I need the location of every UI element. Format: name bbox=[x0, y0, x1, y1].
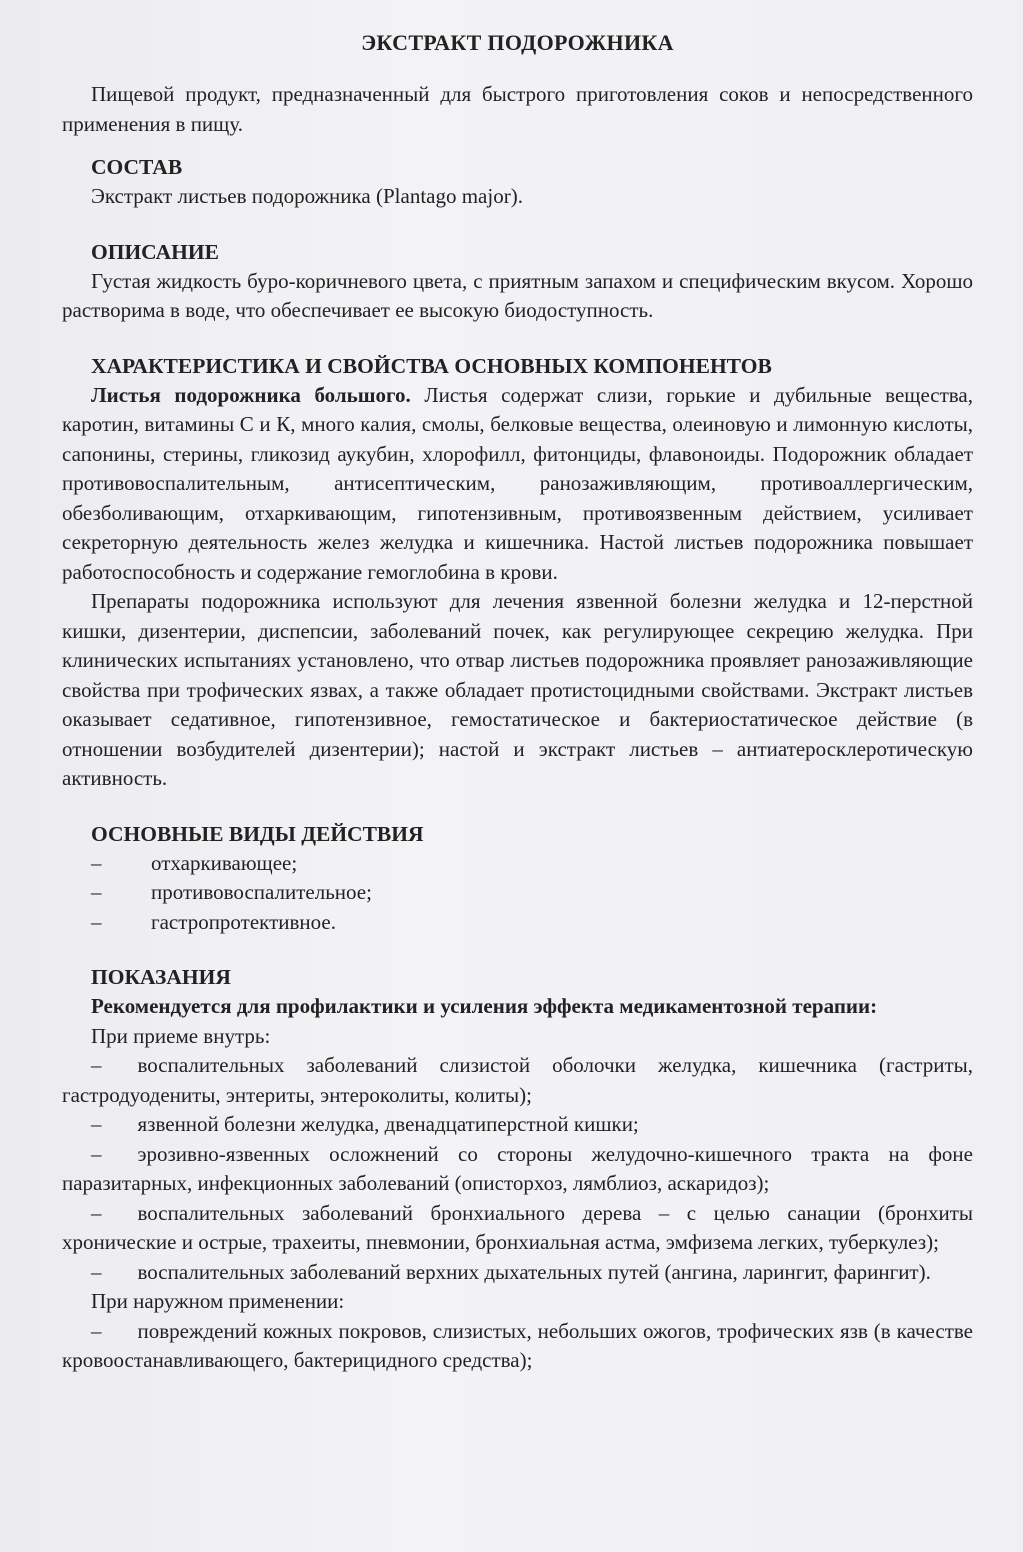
description-text: Густая жидкость буро-коричневого цвета, с приятным запахом и специфическим вкусом. Хорошо растворима в воде, что обеспечивает ее высокую биодоступность. bbox=[62, 268, 973, 322]
internal-indication-text: воспалительных заболеваний слизистой оболочки желудка, кишечника (гастриты, гастродуодениты, энтериты, энтероколиты, колиты); bbox=[62, 1053, 973, 1107]
dash-marker: – bbox=[91, 1053, 102, 1077]
internal-use-label: При приеме внутрь: bbox=[91, 1023, 271, 1048]
characteristics-paragraph-1-text: Листья содержат слизи, горькие и дубильные вещества, каротин, витамины С и К, много калия, смолы, белковые вещества, олеиновую и лимонную кислоты, сапонины, стерины, гликозид аукубин, хлорофилл, фитонциды, флавоноиды. Подорожник обладает противовоспалительным, антисептическим, ранозаживляющим, противоаллергическим, обезболивающим, отхаркивающим, гипотензивным, противоязвенным действием, усиливает секреторную деятельность желез желудка и кишечника. Настой листьев подорожника повышает работоспособность и содержание гемоглобина в крови. bbox=[62, 382, 973, 584]
actions-list bbox=[62, 849, 973, 938]
action-item-text: отхаркивающее; bbox=[151, 850, 298, 875]
plantain-leaves-lead: Листья подорожника большого. bbox=[91, 382, 411, 407]
characteristics-paragraph-2: Препараты подорожника используют для лечения язвенной болезни желудка и 12-перстной кишки, дизентерии, диспепсии, заболеваний почек, как регулирующее секрецию желудка. При клинических испытаниях установлено, что отвар листьев подорожника проявляет ранозаживляющие свойства при трофических язвах, а также обладает протистоцидными свойствами. Экстракт листьев оказывает седативное, гипотензивное, гемостатическое и бактериостатическое действие (в отношении возбудителей дизентерии); настой и экстракт листьев – антиатеросклеротическую активность. bbox=[62, 589, 973, 790]
composition-text: Экстракт листьев подорожника (Plantago major). bbox=[91, 184, 523, 208]
action-item-text: гастропротективное. bbox=[151, 909, 336, 934]
external-indication-item bbox=[62, 1317, 973, 1376]
list-item bbox=[62, 849, 973, 879]
internal-indication-text: воспалительных заболеваний бронхиального дерева – с целью санации (бронхиты хронические и острые, трахеиты, пневмонии, бронхиальная астма, эмфизема легких, туберкулез); bbox=[62, 1200, 973, 1254]
description-heading: ОПИСАНИЕ bbox=[91, 239, 219, 264]
list-item bbox=[62, 908, 973, 938]
action-item-text: противовоспалительное; bbox=[151, 880, 372, 904]
recommended-statement: Рекомендуется для профилактики и усиления эффекта медикаментозной терапии: bbox=[91, 994, 878, 1018]
internal-indication-item bbox=[62, 1110, 973, 1140]
dash-marker: – bbox=[91, 850, 102, 875]
dash-marker: – bbox=[91, 880, 102, 904]
dash-marker: – bbox=[91, 1112, 102, 1136]
external-use-label: При наружном применении: bbox=[91, 1289, 345, 1313]
dash-marker: – bbox=[91, 1259, 102, 1284]
external-indication-text: повреждений кожных покровов, слизистых, небольших ожогов, трофических язв (в качестве кровоостанавливающего, бактерицидного средства); bbox=[62, 1318, 973, 1372]
internal-indication-text: язвенной болезни желудка, двенадцатиперстной кишки; bbox=[137, 1112, 639, 1136]
dash-marker: – bbox=[91, 909, 102, 934]
indications-heading: ПОКАЗАНИЯ bbox=[91, 965, 231, 989]
dash-marker: – bbox=[91, 1318, 102, 1343]
intro-paragraph: Пищевой продукт, предназначенный для быстрого приготовления соков и непосредственного применения в пищу. bbox=[62, 82, 973, 136]
actions-heading: ОСНОВНЫЕ ВИДЫ ДЕЙСТВИЯ bbox=[91, 821, 424, 846]
dash-marker: – bbox=[91, 1141, 102, 1166]
internal-indication-item bbox=[62, 1140, 973, 1199]
internal-indication-text: воспалительных заболеваний верхних дыхательных путей (ангина, ларингит, фарингит). bbox=[137, 1259, 931, 1284]
internal-indication-text: эрозивно-язвенных осложнений со стороны желудочно-кишечного тракта на фоне паразитарных, инфекционных заболеваний (описторхоз, лямблиоз, аскаридоз); bbox=[62, 1141, 973, 1195]
characteristics-heading: ХАРАКТЕРИСТИКА И СВОЙСТВА ОСНОВНЫХ КОМПОНЕНТОВ bbox=[91, 353, 772, 378]
composition-heading: СОСТАВ bbox=[91, 155, 183, 179]
list-item bbox=[62, 878, 973, 908]
characteristics-paragraph-1 bbox=[62, 381, 973, 588]
document-title: ЭКСТРАКТ ПОДОРОЖНИКА bbox=[361, 30, 674, 55]
internal-indication-item bbox=[62, 1258, 973, 1288]
internal-indication-item bbox=[62, 1051, 973, 1110]
internal-indication-item bbox=[62, 1199, 973, 1258]
dash-marker: – bbox=[91, 1200, 102, 1225]
